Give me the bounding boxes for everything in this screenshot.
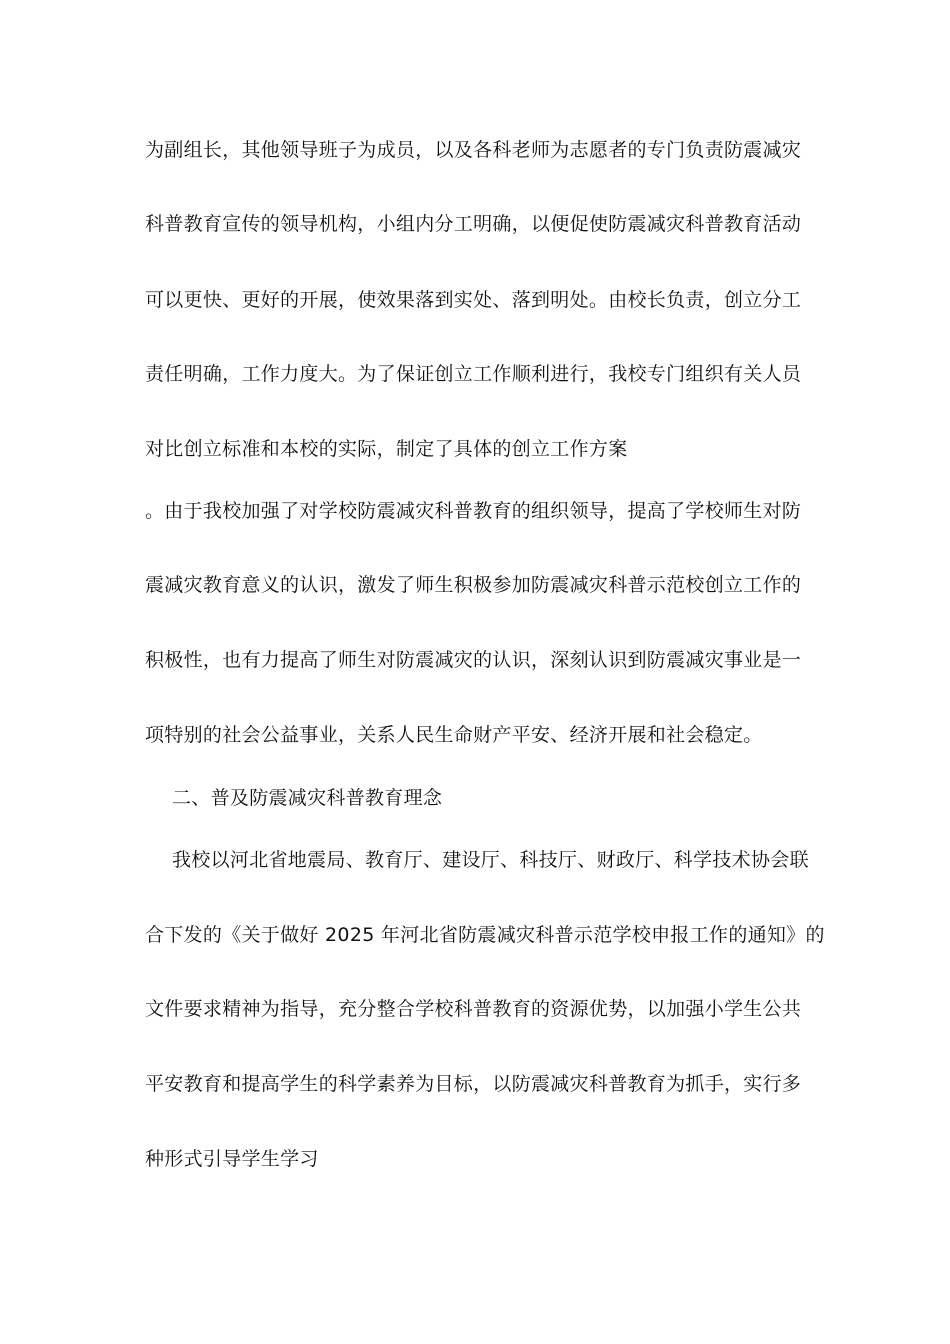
paragraph-line: 为副组长，其他领导班子为成员，以及各科老师为志愿者的专门负责防震减灾 <box>145 139 802 161</box>
paragraph-line: 震减灾教育意义的认识，激发了师生积极参加防震减灾科普示范校创立工作的 <box>145 574 802 596</box>
paragraph-line: 可以更快、更好的开展，使效果落到实处、落到明处。由校长负责，创立分工 <box>145 289 802 311</box>
paragraph-line: 积极性，也有力提高了师生对防震减灾的认识，深刻认识到防震减灾事业是一 <box>145 649 802 671</box>
paragraph-line: 对比创立标准和本校的实际，制定了具体的创立工作方案 <box>145 438 628 460</box>
paragraph-line: 我校以河北省地震局、教育厅、建设厅、科技厅、财政厅、科学技术协会联 <box>172 849 809 871</box>
paragraph-line: 科普教育宣传的领导机构，小组内分工明确，以便促使防震减灾科普教育活动 <box>145 213 802 235</box>
paragraph-line: 平安教育和提高学生的科学素养为目标，以防震减灾科普教育为抓手，实行多 <box>145 1073 802 1095</box>
paragraph-line: 合下发的《关于做好 2025 年河北省防震减灾科普示范学校申报工作的通知》的 <box>145 924 825 946</box>
paragraph-line: 项特别的社会公益事业，关系人民生命财产平安、经济开展和社会稳定。 <box>145 724 763 746</box>
paragraph-line: 责任明确，工作力度大。为了保证创立工作顺利进行，我校专门组织有关人员 <box>145 363 802 385</box>
paragraph-line: 。由于我校加强了对学校防震减灾科普教育的组织领导，提高了学校师生对防 <box>145 500 802 522</box>
section-heading: 二、普及防震减灾科普教育理念 <box>172 787 443 809</box>
paragraph-line: 种形式引导学生学习 <box>145 1148 319 1170</box>
paragraph-line: 文件要求精神为指导，充分整合学校科普教育的资源优势，以加强小学生公共 <box>145 998 802 1020</box>
